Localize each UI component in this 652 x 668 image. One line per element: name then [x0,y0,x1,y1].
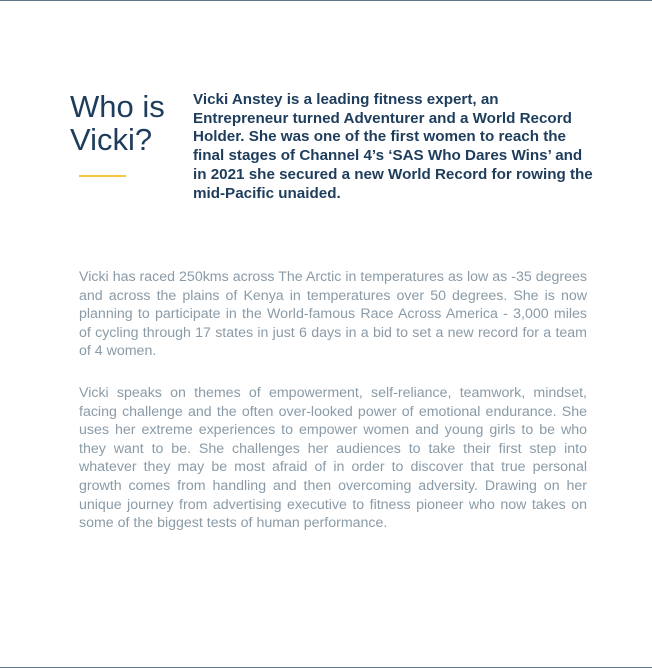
page-title-line-2: Vicki? [70,122,153,157]
page-title-line-1: Who is [70,89,165,124]
intro-paragraph: Vicki Anstey is a leading fitness expert, an Entrepreneur turned Adventurer and a World Record Holder. She was one of the first women to reach the final stages of Channel 4’s ‘SAS Who Dares Wins’ and in 2021 she secured a new World Record for rowing the mid-Pacific unaided. [193,91,593,202]
page-title [70,90,185,156]
accent-divider [79,175,126,177]
body-paragraph-achievements: Vicki has raced 250kms across The Arctic in temperatures as low as -35 degrees and across the plains of Kenya in temperatures over 50 degrees. She is now planning to participate in the World-famous Race Across America - 3,000 miles of cycling through 17 states in just 6 days in a bid to set a new record for a team of 4 women. [79,269,587,360]
body-paragraph-speaking-themes: Vicki speaks on themes of empowerment, self-reliance, teamwork, mindset, facing challenge and the often over-looked power of emotional endurance. She uses her extreme experiences to empower women and young girls to be who they want to be. She challenges her audiences to take their first step into whatever they may be most afraid of in order to discover that true personal growth comes from handling and then overcoming adversity. Drawing on her unique journey from advertising executive to fitness pioneer who now takes on some of the biggest tests of human performance. [79,385,587,532]
